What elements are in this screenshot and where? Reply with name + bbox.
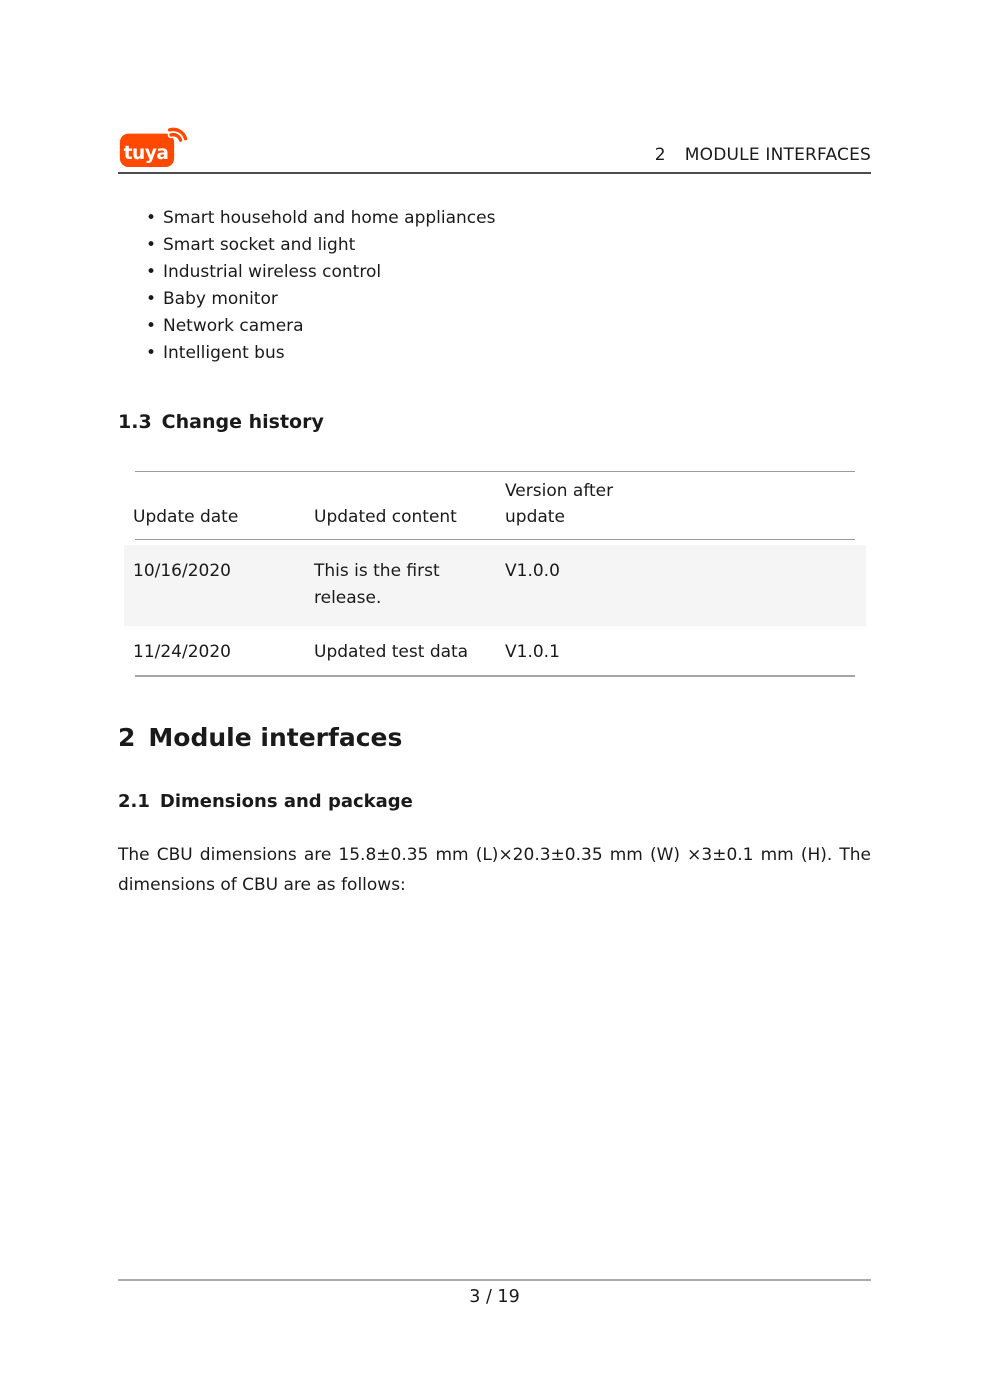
list-item-label: Smart socket and light	[163, 235, 356, 255]
list-item-label: Smart household and home appliances	[163, 208, 496, 228]
heading-number: 2	[118, 723, 136, 752]
table-header-rule	[135, 539, 855, 540]
body-paragraph: The CBU dimensions are 15.8±0.35 mm (L)×20.3±0.35 mm (W) ×3±0.1 mm (H). The dimensions of CBU are as follows:	[118, 845, 871, 895]
bullet-icon: •	[146, 262, 157, 282]
heading-number: 2.1	[118, 791, 150, 812]
header-rule	[118, 172, 871, 174]
list-item	[118, 232, 871, 259]
page-header	[118, 127, 871, 167]
section-heading-change-history	[118, 411, 871, 434]
list-item	[118, 205, 871, 232]
page-number: 3 / 19	[469, 1287, 520, 1307]
column-header-updated-content: Updated content	[314, 507, 457, 527]
table-header-row	[124, 472, 866, 539]
section-heading-dimensions	[118, 790, 871, 813]
tuya-logo	[118, 127, 196, 167]
bullet-icon: •	[146, 208, 157, 228]
list-item	[118, 340, 871, 367]
running-header-title: MODULE INTERFACES	[684, 145, 871, 165]
running-header-number: 2	[654, 145, 666, 165]
cell-version: V1.0.0	[505, 561, 560, 581]
heading-title: Dimensions and package	[159, 791, 413, 812]
cell-updated-content: This is the first release.	[314, 561, 440, 608]
heading-title: Module interfaces	[148, 723, 403, 752]
cell-updated-content: Updated test data	[314, 642, 469, 662]
application-bullet-list	[118, 205, 871, 367]
footer-rule	[118, 1279, 871, 1281]
heading-number: 1.3	[118, 411, 152, 433]
section-heading-module-interfaces	[118, 723, 871, 753]
list-item	[118, 313, 871, 340]
list-item	[118, 259, 871, 286]
bullet-icon: •	[146, 316, 157, 336]
column-header-version-after-update: Version after update	[505, 481, 614, 527]
table-row	[124, 545, 866, 626]
list-item-label: Baby monitor	[163, 289, 278, 309]
bullet-icon: •	[146, 343, 157, 363]
list-item-label: Industrial wireless control	[163, 262, 382, 282]
table-row	[124, 626, 866, 675]
list-item	[118, 286, 871, 313]
bullet-icon: •	[146, 235, 157, 255]
heading-title: Change history	[161, 411, 324, 433]
list-item-label: Network camera	[163, 316, 304, 336]
cell-update-date: 10/16/2020	[133, 561, 231, 581]
bullet-icon: •	[146, 289, 157, 309]
table-bottom-rule	[135, 675, 855, 677]
change-history-table	[124, 471, 866, 677]
list-item-label: Intelligent bus	[163, 343, 285, 363]
column-header-update-date: Update date	[133, 507, 239, 527]
page-footer	[118, 1279, 871, 1307]
cell-version: V1.0.1	[505, 642, 560, 662]
logo-wordmark: tuya	[123, 142, 169, 164]
cell-update-date: 11/24/2020	[133, 642, 231, 662]
running-header	[655, 145, 871, 165]
